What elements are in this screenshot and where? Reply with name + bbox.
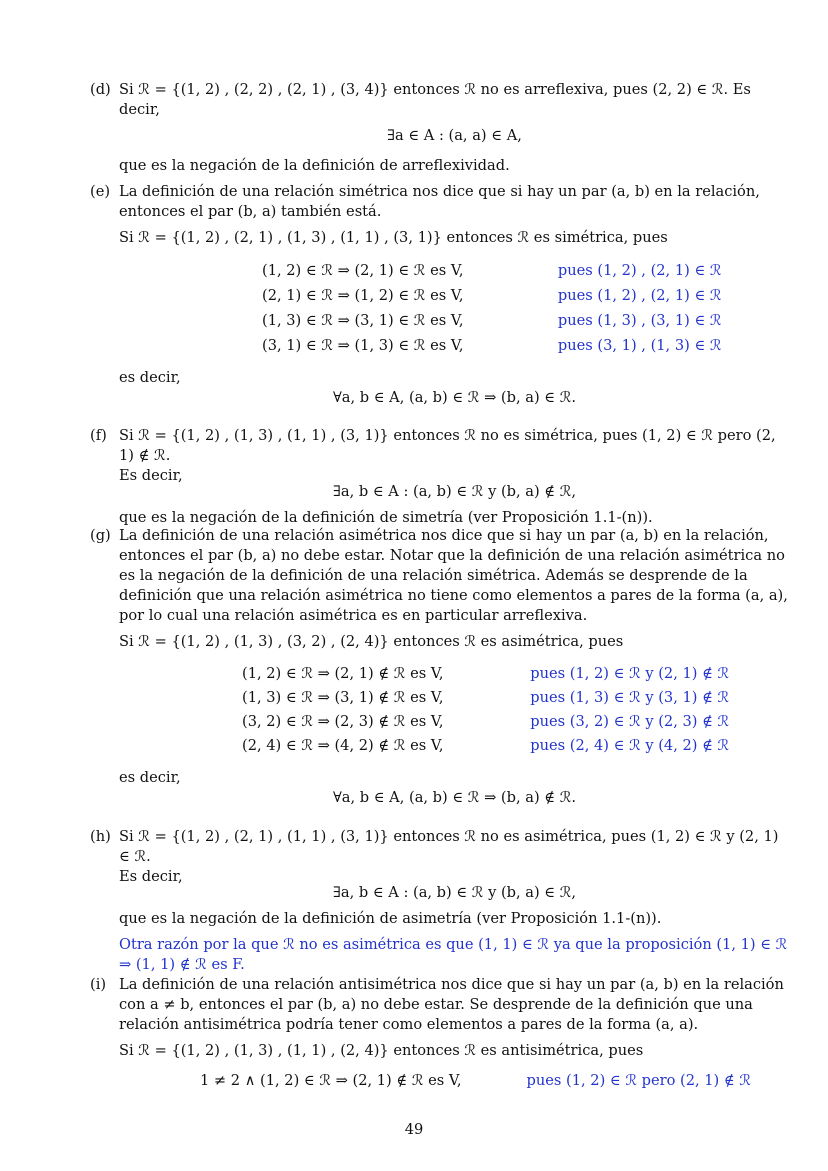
item-text: Si ℛ = {(1, 2) , (1, 3) , (1, 1) , (3, 1)} entonces ℛ no es simétrica, pues (1, 2) ∈ ℛ pero (2, 1) ∉ ℛ. xyxy=(119,427,776,464)
item-text: Es decir, xyxy=(119,868,183,885)
implication-left: (2, 1) ∈ ℛ ⇒ (1, 2) ∈ ℛ es V, xyxy=(262,287,464,304)
implication-table xyxy=(200,1071,790,1091)
item-text: Si ℛ = {(1, 2) , (2, 1) , (1, 3) , (1, 1) , (3, 1)} entonces ℛ es simétrica, pues xyxy=(119,229,668,246)
item-h xyxy=(90,827,790,975)
item-f xyxy=(90,426,790,528)
item-d xyxy=(90,80,790,176)
item-intro: La definición de una relación antisimétrica nos dice que si hay un par (a, b) en la relación con a ≠ b, entonces el par (b, a) no debe estar. Se desprende de la definición que una relación antisimétrica podría tener como elementos a pares de la forma (a, a). xyxy=(119,976,784,1033)
item-text: es decir, xyxy=(119,369,181,386)
implication-reason: pues (2, 4) ∈ ℛ y (4, 2) ∉ ℛ xyxy=(530,737,730,754)
item-label: (d) xyxy=(90,81,111,98)
implication-reason: pues (1, 2) ∈ ℛ y (2, 1) ∉ ℛ xyxy=(530,665,730,682)
item-intro: La definición de una relación asimétrica nos dice que si hay un par (a, b) en la relación, entonces el par (b, a) no debe estar. Notar que la definición de una relación asimétrica no es la negación de la definición de una relación simétrica. Además se desprende de la definición que una relación asimétrica no tiene como elementos a pares de la forma (a, a), por lo cual una relación asimétrica es en particular arreflexiva. xyxy=(119,527,788,624)
implication-table xyxy=(262,258,790,358)
item-label: (h) xyxy=(90,828,111,845)
implication-reason: pues (3, 2) ∈ ℛ y (2, 3) ∉ ℛ xyxy=(530,713,730,730)
item-text: Si ℛ = {(1, 2) , (2, 1) , (1, 1) , (3, 1)} entonces ℛ no es asimétrica, pues (1, 2) ∈ ℛ y (2, 1) ∈ ℛ. xyxy=(119,828,779,865)
implication-left: (3, 2) ∈ ℛ ⇒ (2, 3) ∉ ℛ es V, xyxy=(242,713,444,730)
formula: ∃a, b ∈ A : (a, b) ∈ ℛ y (b, a) ∈ ℛ, xyxy=(332,884,577,901)
implication-reason: pues (1, 2) , (2, 1) ∈ ℛ xyxy=(557,287,722,304)
item-text: que es la negación de la definición de asimetría (ver Proposición 1.1-(n)). xyxy=(119,910,662,927)
formula: ∀a, b ∈ A, (a, b) ∈ ℛ ⇒ (b, a) ∈ ℛ. xyxy=(332,389,577,406)
item-e xyxy=(90,182,790,408)
item-label: (e) xyxy=(90,183,111,200)
implication-left: (1, 2) ∈ ℛ ⇒ (2, 1) ∉ ℛ es V, xyxy=(242,665,444,682)
item-text: que es la negación de la definición de simetría (ver Proposición 1.1-(n)). xyxy=(119,509,653,526)
implication-reason: pues (1, 3) ∈ ℛ y (3, 1) ∉ ℛ xyxy=(530,689,730,706)
implication-left: (2, 4) ∈ ℛ ⇒ (4, 2) ∉ ℛ es V, xyxy=(242,737,444,754)
item-text: Si ℛ = {(1, 2) , (2, 2) , (2, 1) , (3, 4)} entonces ℛ no es arreflexiva, pues (2, 2) ∈ ℛ. Es decir, xyxy=(119,81,751,118)
item-intro: La definición de una relación simétrica nos dice que si hay un par (a, b) en la relación, entonces el par (b, a) también está. xyxy=(119,183,760,220)
implication-reason: pues (3, 1) , (1, 3) ∈ ℛ xyxy=(557,337,722,354)
formula: ∃a, b ∈ A : (a, b) ∈ ℛ y (b, a) ∉ ℛ, xyxy=(332,483,577,500)
implication-left: (1, 2) ∈ ℛ ⇒ (2, 1) ∈ ℛ es V, xyxy=(262,262,464,279)
item-label: (i) xyxy=(90,976,107,993)
item-label: (f) xyxy=(90,427,107,444)
page-number: 49 xyxy=(404,1121,424,1138)
implication-reason: pues (1, 2) ∈ ℛ pero (2, 1) ∉ ℛ xyxy=(526,1072,751,1089)
item-text: Si ℛ = {(1, 2) , (1, 3) , (3, 2) , (2, 4)} entonces ℛ es asimétrica, pues xyxy=(119,633,624,650)
implication-left: (1, 3) ∈ ℛ ⇒ (3, 1) ∈ ℛ es V, xyxy=(262,312,464,329)
item-note: Otra razón por la que ℛ no es asimétrica es que (1, 1) ∈ ℛ ya que la proposición (1, 1) ∈ ℛ ⇒ (1, 1) ∉ ℛ es F. xyxy=(119,936,788,973)
item-text: Si ℛ = {(1, 2) , (1, 3) , (1, 1) , (2, 4)} entonces ℛ es antisimétrica, pues xyxy=(119,1042,644,1059)
formula: ∀a, b ∈ A, (a, b) ∈ ℛ ⇒ (b, a) ∉ ℛ. xyxy=(332,789,577,806)
implication-left: (1, 3) ∈ ℛ ⇒ (3, 1) ∉ ℛ es V, xyxy=(242,689,444,706)
implication-left: 1 ≠ 2 ∧ (1, 2) ∈ ℛ ⇒ (2, 1) ∉ ℛ es V, xyxy=(200,1072,462,1089)
implication-reason: pues (1, 3) , (3, 1) ∈ ℛ xyxy=(557,312,722,329)
formula: ∃a ∈ A : (a, a) ∈ A, xyxy=(387,127,522,144)
item-text: es decir, xyxy=(119,769,181,786)
implication-reason: pues (1, 2) , (2, 1) ∈ ℛ xyxy=(557,262,722,279)
implication-table xyxy=(242,662,790,758)
item-text: Es decir, xyxy=(119,467,183,484)
item-text: que es la negación de la definición de arreflexividad. xyxy=(119,157,510,174)
implication-left: (3, 1) ∈ ℛ ⇒ (1, 3) ∈ ℛ es V, xyxy=(262,337,464,354)
item-g xyxy=(90,526,790,808)
item-label: (g) xyxy=(90,527,111,544)
item-i xyxy=(90,975,790,1091)
